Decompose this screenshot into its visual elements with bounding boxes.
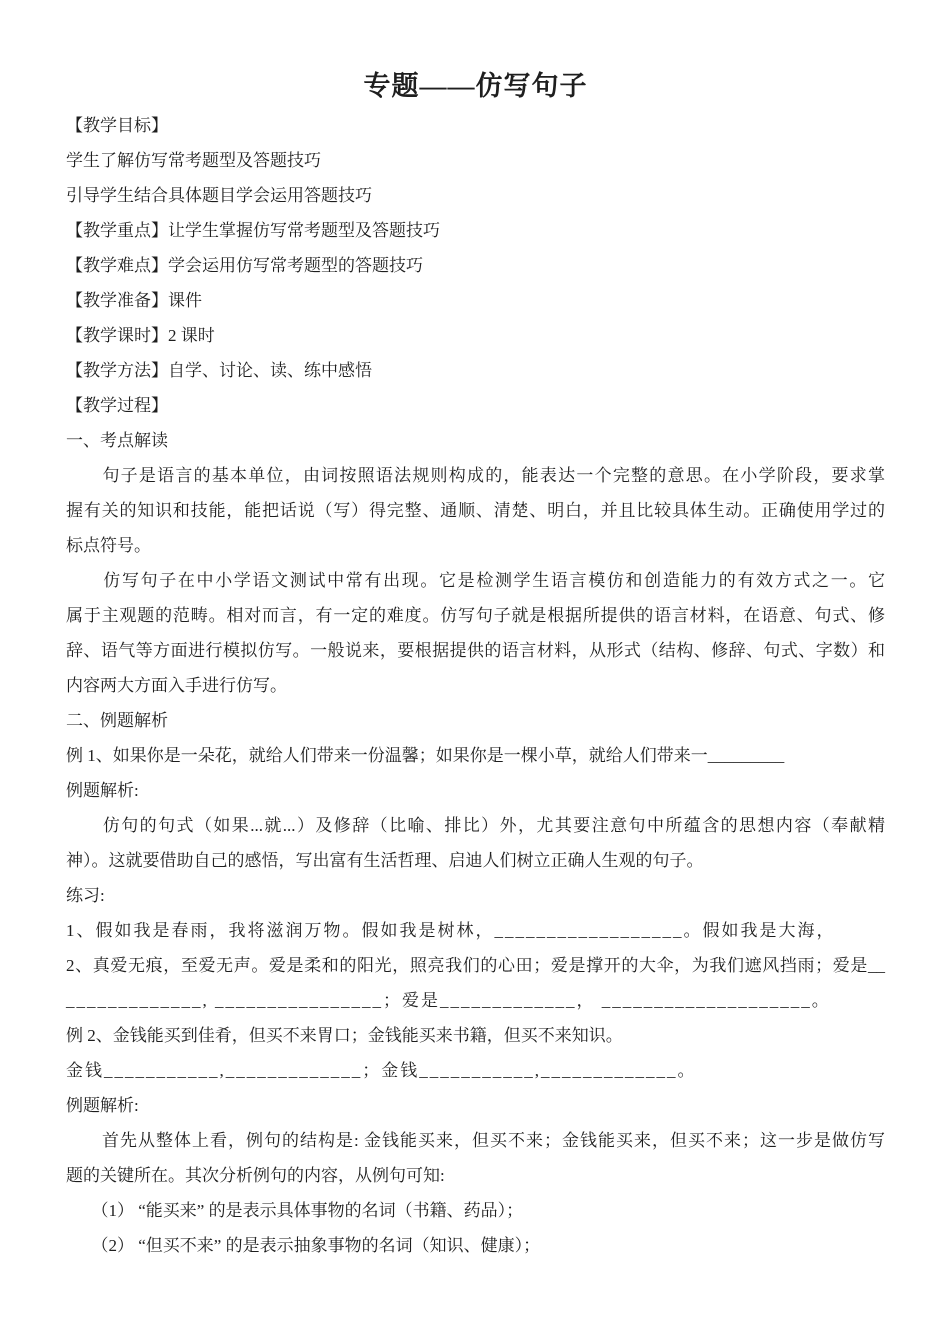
doc-line-blank: 金钱___________,_____________；金钱___________,_____________。 bbox=[66, 1061, 697, 1080]
doc-line-section: 二、例题解析 bbox=[66, 711, 168, 730]
doc-line-example: 例 1、如果你是一朵花，就给人们带来一份温馨；如果你是一棵小草，就给人们带来一_________ bbox=[66, 746, 785, 765]
doc-line-section: 一、考点解读 bbox=[66, 431, 168, 450]
doc-line-heading: 【教学课时】2 课时 bbox=[66, 326, 215, 345]
doc-line-heading: 【教学目标】 bbox=[66, 116, 168, 135]
doc-line: 神）。这就要借助自己的感悟，写出富有生活哲理、启迪人们树立正确人生观的句子。 bbox=[66, 851, 704, 870]
doc-line: 题的关键所在。其次分析例句的内容，从例句可知: bbox=[66, 1166, 445, 1185]
doc-line: 内容两大方面入手进行仿写。 bbox=[66, 676, 287, 695]
doc-line: 例题解析: bbox=[66, 781, 139, 800]
doc-line: 例题解析: bbox=[66, 1096, 139, 1115]
doc-line-item: （1） “能买来” 的是表示具体事物的名词（书籍、药品）； bbox=[66, 1201, 524, 1220]
doc-line-item: （2） “但买不来” 的是表示抽象事物的名词（知识、健康）； bbox=[66, 1236, 541, 1255]
doc-line: 练习: bbox=[66, 886, 105, 905]
doc-line: 握有关的知识和技能，能把话说（写）得完整、通顺、清楚、明白，并且比较具体生动。正确使用学过的 bbox=[66, 501, 885, 520]
doc-line-heading: 【教学过程】 bbox=[66, 396, 168, 415]
doc-line-example: 例 2、金钱能买到佳肴，但买不来胃口；金钱能买来书籍，但买不来知识。 bbox=[66, 1026, 623, 1045]
doc-line: 首先从整体上看，例句的结构是: 金钱能买来，但买不来；金钱能买来，但买不来；这一步是做仿写 bbox=[66, 1131, 885, 1150]
doc-line: 2、真爱无痕，至爱无声。爱是柔和的阳光，照亮我们的心田；爱是撑开的大伞，为我们遮风挡雨；爱是__ bbox=[66, 956, 885, 975]
doc-line-heading: 【教学难点】学会运用仿写常考题型的答题技巧 bbox=[66, 256, 423, 275]
doc-line: 学生了解仿写常考题型及答题技巧 bbox=[66, 151, 321, 170]
doc-line: 引导学生结合具体题目学会运用答题技巧 bbox=[66, 186, 372, 205]
doc-line-blank: _____________, ________________；爱是_____________， ____________________。 bbox=[66, 991, 831, 1010]
doc-line: 属于主观题的范畴。相对而言，有一定的难度。仿写句子就是根据所提供的语言材料，在语意、句式、修 bbox=[66, 606, 885, 625]
doc-line: 句子是语言的基本单位，由词按照语法规则构成的，能表达一个完整的意思。在小学阶段，要求掌 bbox=[66, 466, 885, 485]
doc-line-blank: 1、假如我是春雨，我将滋润万物。假如我是树林，__________________。假如我是大海， bbox=[66, 921, 836, 940]
doc-line-heading: 【教学方法】自学、讨论、读、练中感悟 bbox=[66, 361, 372, 380]
document-title: 专题——仿写句子 bbox=[363, 71, 588, 101]
document-body bbox=[66, 108, 885, 1263]
doc-line: 仿句的句式（如果...就...）及修辞（比喻、排比）外，尤其要注意句中所蕴含的思想内容（奉献精 bbox=[66, 816, 885, 835]
doc-line-heading: 【教学重点】让学生掌握仿写常考题型及答题技巧 bbox=[66, 221, 440, 240]
doc-line-heading: 【教学准备】课件 bbox=[66, 291, 202, 310]
doc-line: 标点符号。 bbox=[66, 536, 151, 555]
doc-line: 辞、语气等方面进行模拟仿写。一般说来，要根据提供的语言材料，从形式（结构、修辞、句式、字数）和 bbox=[66, 641, 885, 660]
doc-line: 仿写句子在中小学语文测试中常有出现。它是检测学生语言模仿和创造能力的有效方式之一。它 bbox=[66, 571, 885, 590]
